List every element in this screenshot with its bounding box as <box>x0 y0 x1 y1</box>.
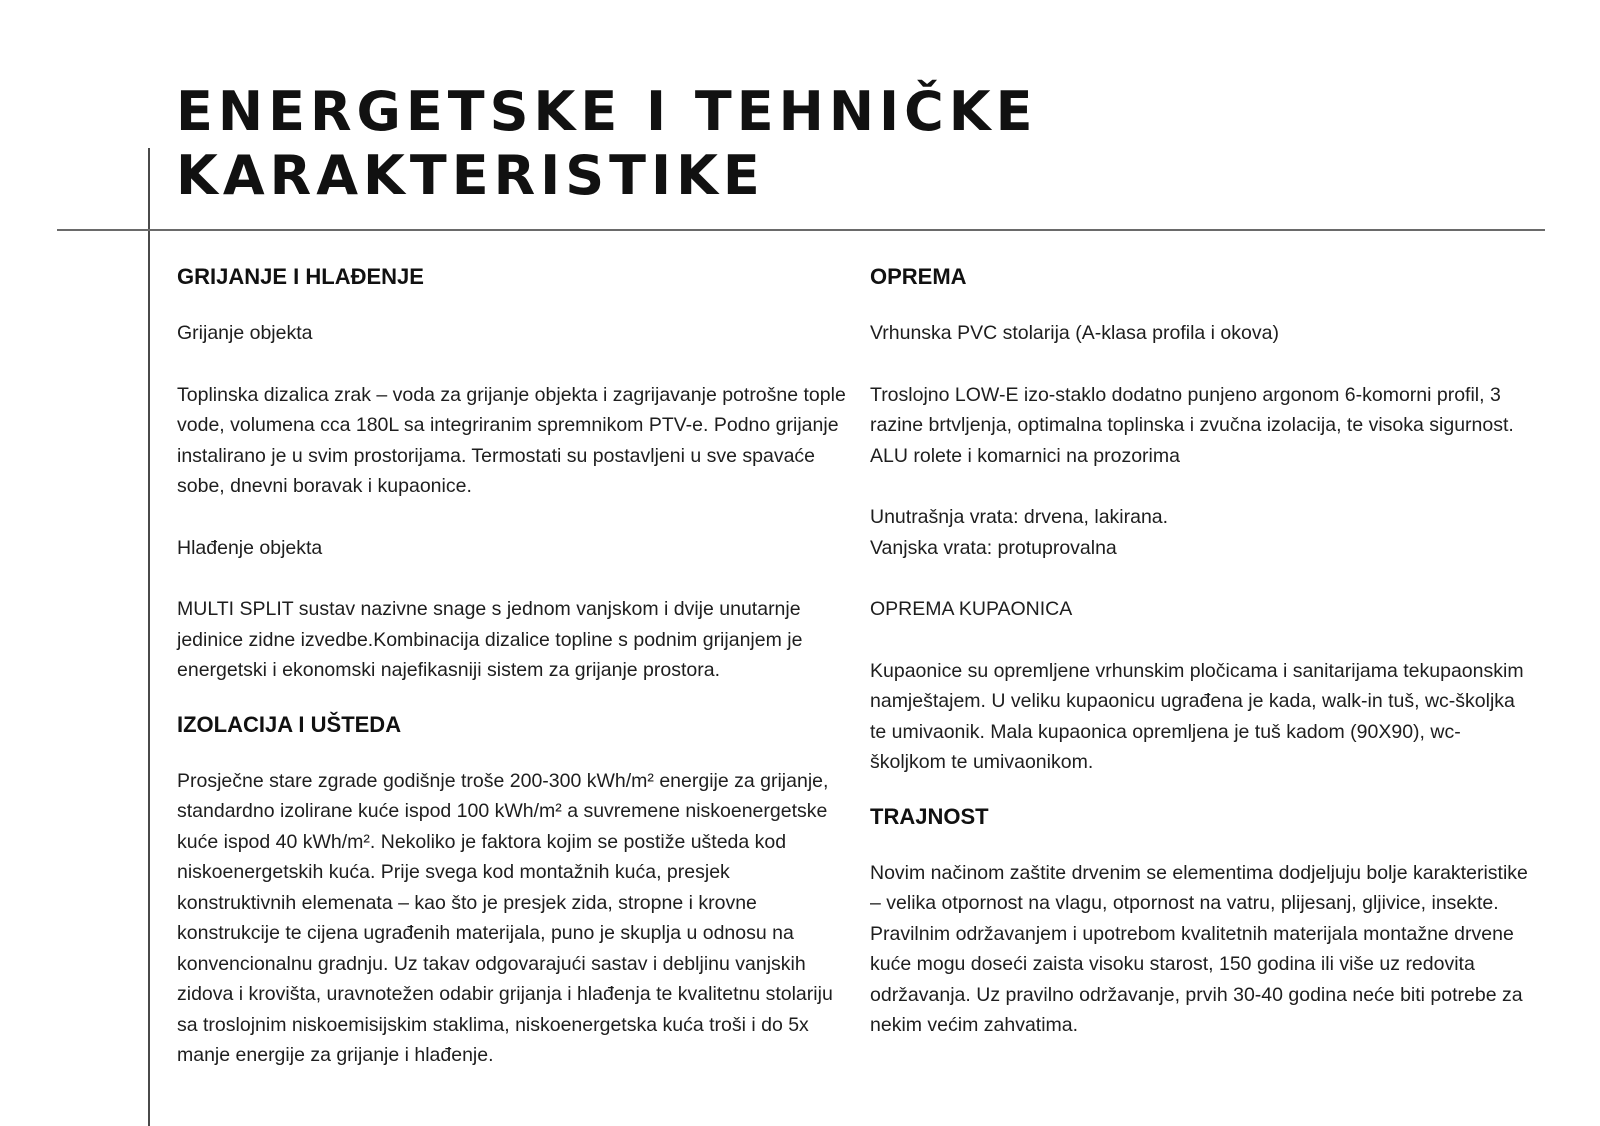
page-title-line-2: KARAKTERISTIKE <box>176 144 765 207</box>
heating-subtitle: Grijanje objekta <box>177 322 313 344</box>
insulation-heading: IZOLACIJA I UŠTEDA <box>177 711 402 737</box>
horizontal-rule <box>57 229 1545 231</box>
outer-doors-text: Vanjska vrata: protuprovalna <box>870 536 1117 559</box>
page-title-line-1: ENERGETSKE I TEHNIČKE <box>176 80 1038 143</box>
bathroom-subtitle: OPREMA KUPAONICA <box>870 598 1073 620</box>
durability-text: Novim načinom zaštite drvenim se elementima dodjeljuju bolje karakteristike – velika otpornost na vlagu, otpornost na vatru, plijesanj, gljivice, insekte. Pravilnim održavanjem i upotrebom kvalitetnih materijala montažne drvene kuće mogu doseći zaista visoku starost, 150 godina ili više uz redovita održavanja. Uz pravilno održavanje, prvih 30-40 godina neće biti potrebe za nekim većim zahvatima. <box>870 861 1528 1036</box>
equipment-heading: OPREMA <box>870 264 967 289</box>
bathroom-text: Kupaonice su opremljene vrhunskim pločicama i sanitarijama tekupaonskim namještajem. U veliku kupaonicu ugrađena je kada, walk-in tuš, wc-školjka te umivaonik. Mala kupaonica opremljena je tuš kadom (90X90), wc-školjkom te umivaonikom. <box>870 659 1524 773</box>
left-column <box>177 258 847 1071</box>
heating-text: Toplinska dizalica zrak – voda za grijanje objekta i zagrijavanje potrošne tople vode, volumena cca 180L sa integriranim spremnikom PTV-e. Podno grijanje instalirano je u svim prostorijama. Termostati su postavljeni u sve spavaće sobe, dnevni boravak i kupaonice. <box>177 383 846 497</box>
durability-heading: TRAJNOST <box>870 803 989 829</box>
cooling-subtitle: Hlađenje objekta <box>177 536 323 559</box>
page-title <box>176 80 1037 208</box>
equipment-text: Troslojno LOW-E izo-staklo dodatno punjeno argonom 6-komorni profil, 3 razine brtvljenja, optimalna toplinska i zvučna izolacija, te visoka sigurnost. ALU rolete i komarnici na prozorima <box>870 383 1514 467</box>
insulation-text: Prosječne stare zgrade godišnje troše 200-300 kWh/m² energije za grijanje, standardno izolirane kuće ispod 100 kWh/m² a suvremene niskoenergetske kuće ispod 40 kWh/m². Nekoliko je faktora kojim se postiže ušteda kod niskoenergetskih kuća. Prije svega kod montažnih kuća, presjek konstruktivnih elemenata – kao što je presjek zida, stropne i krovne konstrukcije te cijena ugrađenih materijala, puno je skuplja u odnosu na konvencionalnu gradnju. Uz takav odgovarajući sastav i debljinu vanjskih zidova i krovišta, uravnotežen odabir grijanja i hlađenja te kvalitetnu stolariju sa troslojnim niskoemisijskim staklima, niskoenergetska kuća troši i do 5x manje energije za grijanje i hlađenje. <box>177 769 833 1066</box>
heating-cooling-heading: GRIJANJE I HLAĐENJE <box>177 264 424 289</box>
equipment-subtitle: Vrhunska PVC stolarija (A-klasa profila i okova) <box>870 322 1279 344</box>
right-column <box>870 258 1530 1041</box>
cooling-text: MULTI SPLIT sustav nazivne snage s jednom vanjskom i dvije unutarnje jedinice zidne izvedbe.Kombinacija dizalice topline s podnim grijanjem je energetski i ekonomski najefikasniji sistem za grijanje prostora. <box>177 598 803 681</box>
inner-doors-text: Unutrašnja vrata: drvena, lakirana. <box>870 506 1169 528</box>
vertical-rule <box>148 148 150 1126</box>
